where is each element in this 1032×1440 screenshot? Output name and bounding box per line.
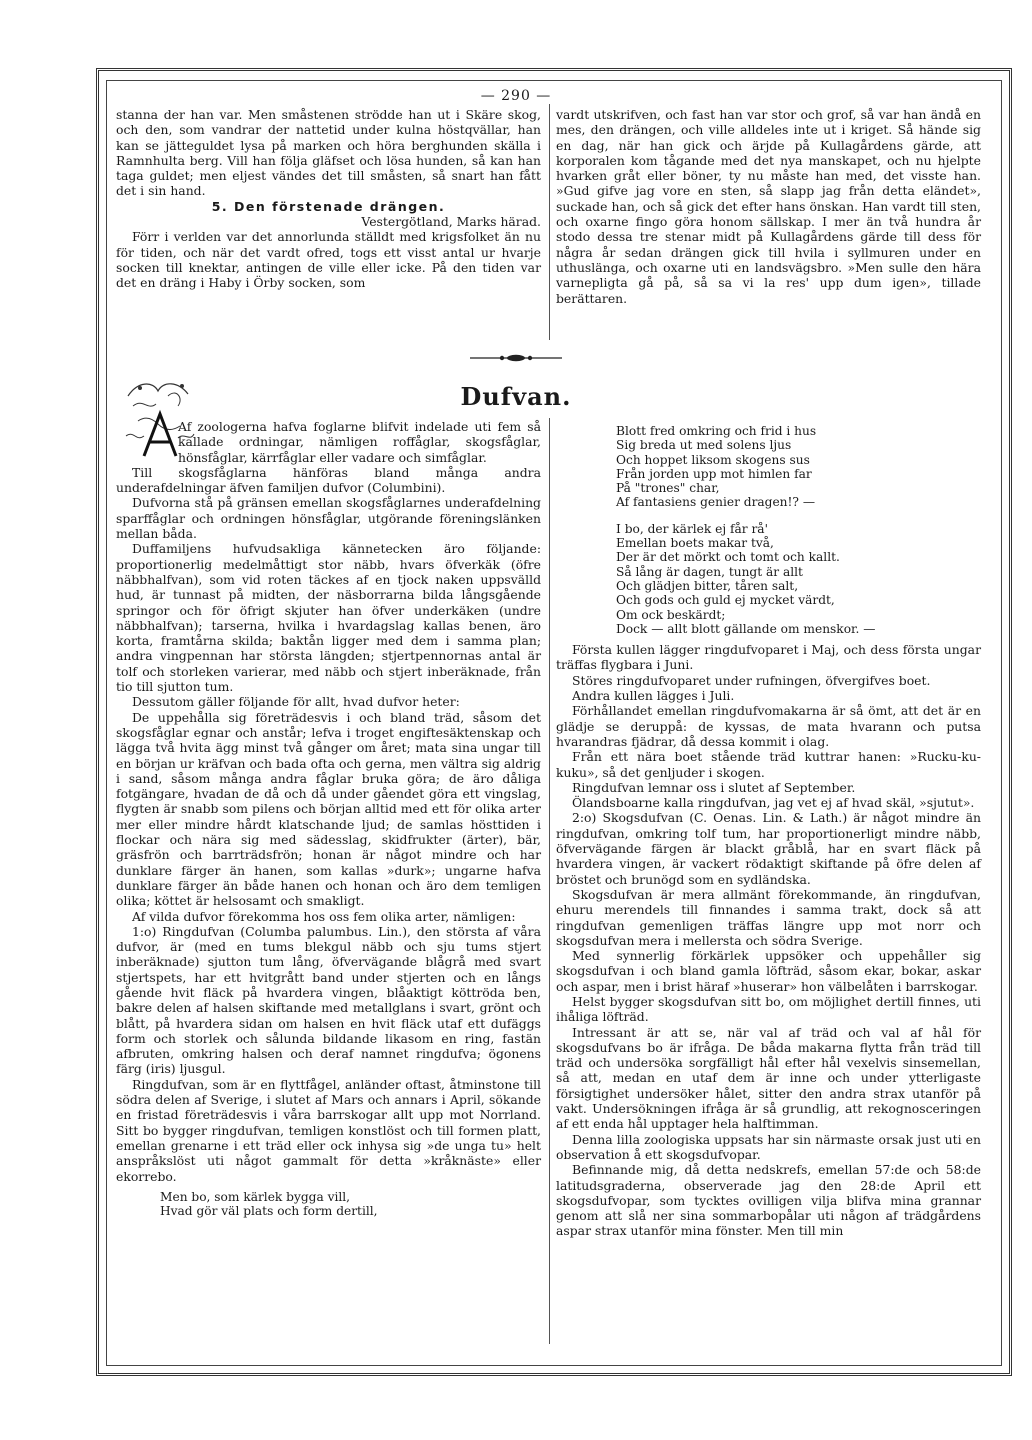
- right-para-8: 2:o) Skogsdufvan (C. Oenas. Lin. & Lath.) är något mindre än ringdufvan, omkring tolf tum, har proportionerligt mindre näbb, öfvervägande färgen är blackt gråblå, har en svart fläck på hvardera vingen, är vackert rödaktigt skiftande på öfre delen af bröstet och brunögd som en sydländska.: [556, 810, 981, 887]
- article-left-column: [116, 419, 541, 1218]
- right-para-4: Förhållandet emellan ringdufvomakarna är så ömt, att det är en glädje se deruppå: de kyssas, de mata hvarann och putsa hvarandras fjädrar, då dessa kommit i olag.: [556, 703, 981, 749]
- article-para-4: Duffamiljens hufvudsakliga kännetecken äro följande: proportionerlig medelmåttigt stor näbb, hvars öfverkäk (öfre näbbhalfvan), som vid roten täckes af en tjock naken uppsvälld hud, är tunnast på midten, der näsborrarna bilda långsgående springor och för öfrigt skjuter han öfver underkäken (undre näbbhalfvan); tarserna, hvilka i hvardagslag kallas benen, äro korta, framtårna skilda; baktån ligger med dem i samma plan; andra vingpennan har största längden; stjertpennornas antal är tolf och storleken varierar, med näbb och stjert inberäknade, från tio till sjutton tum.: [116, 541, 541, 695]
- right-para-6: Ringdufvan lemnar oss i slutet af September.: [572, 779, 856, 795]
- poem-line: Och glädjen bitter, tåren salt,: [616, 578, 799, 593]
- article-para-2: Till skogsfåglarna hänföras bland många andra underafdelningar äfven familjen dufvor (Columbini).: [116, 464, 541, 496]
- poem-line: I bo, der kärlek ej får rå': [616, 521, 768, 536]
- right-para-10: Med synnerlig förkärlek uppsöker och uppehåller sig skogsdufvan i och bland gamla löfträd, såsom ekar, bokar, askar och aspar, men i brist häraf »huserar» hon välbelåten i barrskogar.: [556, 948, 981, 994]
- poem-line: Sig breda ut med solens ljus: [616, 438, 792, 453]
- right-para-14: Befinnande mig, då detta nedskrefs, emellan 57:de och 58:de latitudsgraderna, observerade jag den 28:de April ett skogsdufvopar, som tycktes ovilligen vilja blifva mina grannar genom att slå ner sina sommarbopålar uti någon af trädgårdens aspar strax utanför mina fönster. Men till min: [556, 1162, 981, 1239]
- right-para-3: Andra kullen lägges i Juli.: [572, 688, 735, 704]
- right-para-2: Störes ringdufvoparet under rufningen, öfvergifves boet.: [572, 672, 931, 688]
- poem-line: Från jorden upp mot himlen far: [616, 466, 812, 481]
- top-column-rule: [549, 104, 550, 340]
- right-para-7: Ölandsboarne kalla ringdufvan, jag vet ej af hvad skäl, »sjutut».: [572, 795, 975, 811]
- page-number: — 290 —: [480, 88, 552, 104]
- article-para-7: Af vilda dufvor förekomma hos oss fem olika arter, nämligen:: [132, 908, 516, 924]
- right-poem-stanza-2: [556, 522, 981, 636]
- right-poem-stanza-1: [556, 424, 981, 510]
- poem-line: Och hoppet liksom skogens sus: [616, 452, 810, 467]
- left-poem: [116, 1190, 541, 1219]
- poem-line: Men bo, som kärlek bygga vill,: [160, 1189, 351, 1204]
- article-para-5: Dessutom gäller följande för allt, hvad dufvor heter:: [132, 694, 460, 710]
- right-para-13: Denna lilla zoologiska uppsats har sin närmaste orsak just uti en observation å ett skogsdufvopar.: [556, 1131, 981, 1162]
- poem-line: Dock — allt blott gällande om menskor. —: [616, 621, 876, 636]
- article-para-1: Af zoologerna hafva foglarne blifvit indelade uti fem så kallade ordningar, nämligen roffåglar, skogsfåglar, hönsfåglar, kärrfåglar eller vadare och simfåglar.: [178, 419, 541, 465]
- story5-place: Vestergötland, Marks härad.: [361, 214, 541, 230]
- right-para-12: Intressant är att se, när val af träd och val af hål för skogsdufvans bo är ifråga. De båda makarna flytta från träd till träd och undersöka sorgfälligt hål efter hål vexelvis sinsemellan, så att, medan en utaf dem är inne och under ytterligaste försigtighet undersöker hålet, sitter den andra strax utanför på vakt. Undersökningen ifråga är så grundlig, att rekognosceringen af ett enda hål upptager hela halftimman.: [556, 1024, 981, 1132]
- article-para-9: Ringdufvan, som är en flyttfågel, anländer oftast, åtminstone till södra delen af Sverige, i slutet af Mars och annars i April, sökande en fristad företrädesvis i våra barrskogar allt upp mot Norrland. Sitt bo bygger ringdufvan, temligen konstlöst och till formen platt, emellan grenarne i ett träd eller ock inhysa sig »de unga tu» helt anspråkslöst uti något gammalt för detta »kråknäste» eller ekorrebo.: [116, 1076, 541, 1184]
- poem-line: På "trones" char,: [616, 481, 720, 496]
- section-divider: [470, 353, 562, 363]
- story5-continuation: vardt utskrifven, och fast han var stor och grof, så var han ändå en mes, den drängen, och ville alldeles inte ut i kriget. Så hände sig en dag, när han gick och ärjde på Kullagårdens gärde, att korporalen kom tågande med det nya manskapet, och nu hjelpte hvarken gråt eller böner, ty nu måste han med, det visste han. »Gud gifve jag vore en sten, så slapp jag från detta eländet», suckade han, och så gick det efter hans önskan. Han vardt till sten, och oxarne fingo göra honom sällskap. I mer än två hundra år stodo dessa tre stenar midt på Kullagårdens gärde till dess för några år sedan drängen gick till hvila i syllmuren under en uthuslänga, och oxarne uti en landsvägsbro. »Men sulle den hära varnepligta gå på, så sa vi la res' upp dum igen», tillade berättaren.: [556, 107, 981, 306]
- story5-heading: 5. Den förstenade drängen.: [211, 198, 446, 214]
- poem-line: Af fantasiens genier dragen!? —: [616, 495, 816, 510]
- article-column-rule: [549, 418, 550, 1344]
- article-right-column: [556, 424, 981, 1239]
- poem-line: Blott fred omkring och frid i hus: [616, 424, 817, 438]
- story5-text: Förr i verlden var det annorlunda ställdt med krigsfolket än nu för tiden, och när det vardt ofred, togs ett visst antal ur hvarje socken till knektar, antingen de ville eller icke. På den tiden var det en dräng i Haby i Örby socken, som: [116, 229, 541, 291]
- article-para-6: De uppehålla sig företrädesvis i och bland träd, såsom det skogsfåglar egnar och anstår; lefva i troget engiftesäktenskap och lägga två hvita ägg minst två gånger om året; mata sina ungar till en början ur kräfvan och bada ofta och gerna, men vältra sig aldrig i sand, såsom många andra fåglar bruka göra; de äro dåliga fotgängare, hvadan de då och då under gåendet göra ett vingslag, flygten är snabb som pilens och början alltid med ett för olika arter mer eller mindre hårdt klatschande ljud; de samlas hösttiden i flockar och nära sig med sädesslag, skidfrukter (ärter), bär, gräsfrön och barrträdsfrön; honan är något mindre och har dunklare färger än hanen, som kallas »durk»; ungarne hafva dunklare färger än både hanen och honan och äro dem temligen olika; köttet är helsosamt och smakligt.: [116, 709, 541, 909]
- right-para-1: Första kullen lägger ringdufvoparet i Maj, och dess första ungar träffas flygbara i Juni.: [556, 642, 981, 673]
- article-title: Dufvan.: [460, 382, 572, 411]
- poem-line: Så lång är dagen, tungt är allt: [616, 564, 803, 579]
- article-para-3: Dufvorna stå på gränsen emellan skogsfåglarnes underafdelning sparffåglar och ordningen hönsfåglar, utgörande föreningslänken mellan båda.: [116, 495, 541, 542]
- poem-line: Och gods och guld ej mycket värdt,: [616, 593, 835, 608]
- top-right-column: [556, 107, 981, 306]
- right-para-11: Helst bygger skogsdufvan sitt bo, om möjlighet dertill finnes, uti ihåliga löfträd.: [556, 993, 981, 1025]
- poem-line: Emellan boets makar två,: [616, 536, 774, 551]
- poem-line: Der är det mörkt och tomt och kallt.: [616, 550, 840, 565]
- top-left-column: [116, 107, 541, 291]
- poem-line: Hvad gör väl plats och form dertill,: [160, 1204, 378, 1219]
- right-para-9: Skogsdufvan är mera allmänt förekommande, än ringdufvan, ehuru merendels till finnandes i samma trakt, dock så att ringdufvan gemenligen träffas längre upp mot norr och skogsdufvan mera i mellersta och södra Sverige.: [556, 886, 981, 948]
- right-para-5: Från ett nära boet stående träd kuttrar hanen: »Rucku-ku-kuku», så det genljuder i skogen.: [556, 749, 981, 780]
- poem-line: Om ock beskärdt;: [616, 607, 726, 622]
- article-para-8: 1:o) Ringdufvan (Columba palumbus. Lin.), den största af våra dufvor, är (med en tums blekgul näbb och sju tums stjert inberäknade) sjutton tum lång, öfvervägande blågrå med svart stjertspets, har ett hvitgrått band under stjerten och en långs gående hvit fläck på hvardera vingen, blåaktigt köttröda ben, bakre delen af halsen skiftande med metallglans i svart, grönt och blått, på hvardera sidan om halsen en hvit fläck utaf ett dufäggs form och storlek och sålunda bildande likasom en ring, fastän afbruten, omkring halsen och deraf namnet ringdufva; ögonens färg (iris) ljusgul.: [116, 923, 541, 1077]
- story4-ending: stanna der han var. Men småstenen strödde han ut i Skäre skog, och den, som vandrar der nattetid under kulna höstqvällar, han kan se jätteguldet lysa på marken och höra berghunden skälla i Ramnhulta berg. Vill han följa gläfset och lösa hunden, så kan han taga guldet; men eljest vändes det till småsten, så snart han fått det i sin hand.: [116, 107, 541, 199]
